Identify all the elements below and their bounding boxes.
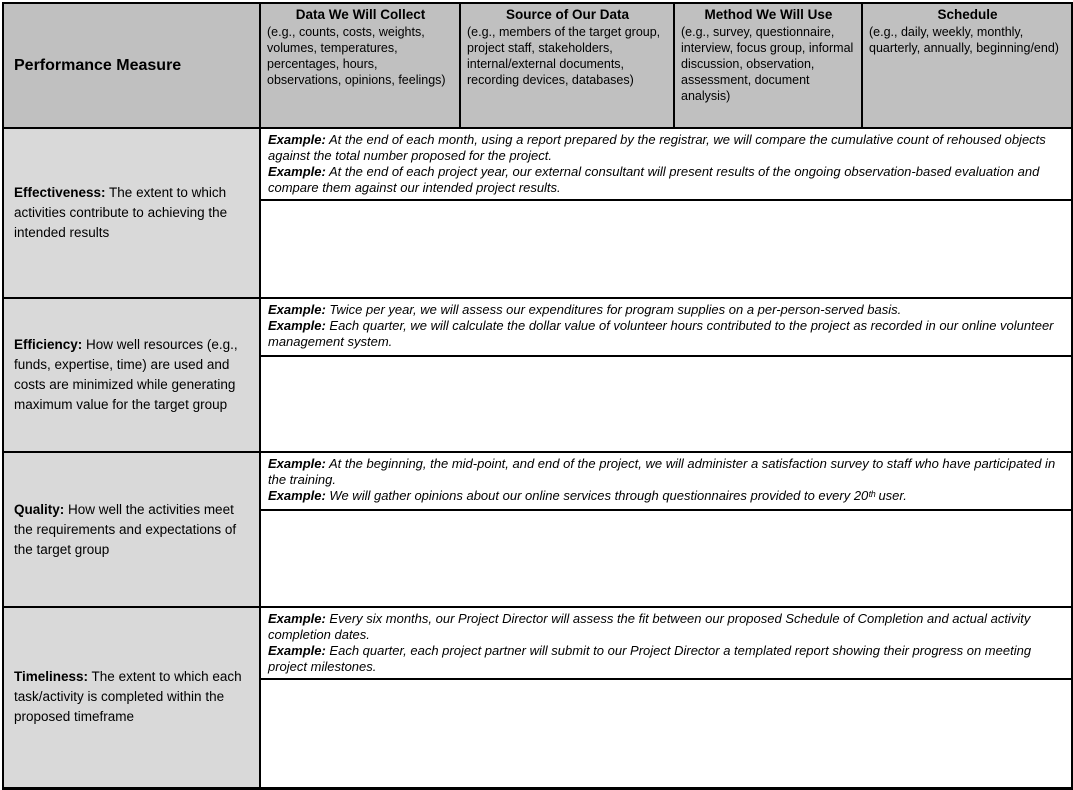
header-cell-schedule (862, 3, 1072, 128)
header-cell-data-we-will-collect (260, 3, 460, 128)
example-line (268, 164, 1064, 196)
examples-cell-timeliness (260, 607, 1072, 679)
measure-label-efficiency (3, 298, 260, 452)
measure-term: Quality: (14, 501, 65, 517)
example-label: Example: (268, 164, 326, 179)
example-text: At the end of each project year, our external consultant will present results of the ongoing observation-based evaluation and compare them against our intended project results. (268, 164, 1040, 195)
table-row (3, 128, 1072, 200)
example-text: Each quarter, we will calculate the dollar value of volunteer hours contributed to the project as recorded in our online volunteer management system. (268, 318, 1054, 349)
examples-cell-quality (260, 452, 1072, 510)
measure-label-quality (3, 452, 260, 607)
examples-cell-efficiency (260, 298, 1072, 356)
example-label: Example: (268, 488, 326, 503)
measure-label-effectiveness (3, 128, 260, 298)
example-label: Example: (268, 318, 326, 333)
example-line (268, 132, 1064, 164)
header-cell-method-we-will-use (674, 3, 862, 128)
example-line (268, 318, 1064, 350)
example-text: At the beginning, the mid-point, and end of the project, we will administer a satisfaction survey to staff who have participated in the training. (268, 456, 1056, 487)
column-title: Data We Will Collect (295, 7, 426, 22)
example-line (268, 456, 1064, 488)
measure-definition: How well resources (e.g., funds, expertise, time) are used and costs are minimized while generating maximum value for the target group (14, 337, 238, 412)
measure-label-timeliness (3, 607, 260, 788)
entry-cell-timeliness[interactable] (260, 679, 1072, 788)
example-text: Twice per year, we will assess our expenditures for program supplies on a per-person-served basis. (325, 302, 902, 317)
table-row (3, 298, 1072, 356)
entry-cell-efficiency[interactable] (260, 356, 1072, 452)
measure-term: Efficiency: (14, 337, 83, 352)
table-row (3, 607, 1072, 679)
measure-definition: The extent to which activities contribute to achieving the intended results (14, 185, 228, 240)
measure-definition: How well the activities meet the requirements and expectations of the target group (14, 501, 237, 557)
measure-term: Timeliness: (14, 669, 89, 685)
example-text: Each quarter, each project partner will submit to our Project Director a templated report showing their progress on meeting project milestones. (268, 643, 1032, 674)
column-subtitle: (e.g., daily, weekly, monthly, quarterly, annually, beginning/end) (869, 25, 1059, 55)
column-subtitle: (e.g., members of the target group, project staff, stakeholders, internal/external documents, recording devices, databases) (467, 25, 661, 87)
example-label: Example: (268, 456, 326, 471)
header-cell-performance-measure: Performance Measure (3, 3, 260, 128)
column-title: Method We Will Use (704, 7, 833, 22)
example-label: Example: (268, 132, 326, 147)
example-text: Every six months, our Project Director will assess the fit between our proposed Schedule of Completion and actual activity completion dates. (268, 611, 1031, 642)
entry-cell-quality[interactable] (260, 510, 1072, 607)
examples-cell-effectiveness (260, 128, 1072, 200)
entry-cell-effectiveness[interactable] (260, 200, 1072, 298)
example-text: We will gather opinions about our online services through questionnaires provided to every 20ᵗʰ user. (325, 488, 907, 503)
column-title: Source of Our Data (505, 7, 630, 22)
performance-measure-table (2, 2, 1073, 790)
column-subtitle: (e.g., counts, costs, weights, volumes, temperatures, percentages, hours, observations, opinions, feelings) (267, 25, 446, 87)
table-row (3, 452, 1072, 510)
example-line (268, 611, 1064, 643)
example-line (268, 302, 1064, 318)
example-text: At the end of each month, using a report prepared by the registrar, we will compare the cumulative count of rehoused objects against the total number proposed for the project. (268, 132, 1046, 163)
column-title: Schedule (937, 7, 998, 22)
measure-definition: The extent to which each task/activity is completed within the proposed timeframe (14, 669, 242, 725)
header-row (3, 3, 1072, 128)
example-label: Example: (268, 611, 326, 626)
measure-term: Effectiveness: (14, 185, 106, 200)
column-subtitle: (e.g., survey, questionnaire, interview, focus group, informal discussion, observation, assessment, document analysis) (681, 25, 854, 103)
example-label: Example: (268, 643, 326, 658)
example-label: Example: (268, 302, 326, 317)
example-line (268, 643, 1064, 675)
header-cell-source-of-our-data (460, 3, 674, 128)
example-line (268, 488, 1064, 504)
